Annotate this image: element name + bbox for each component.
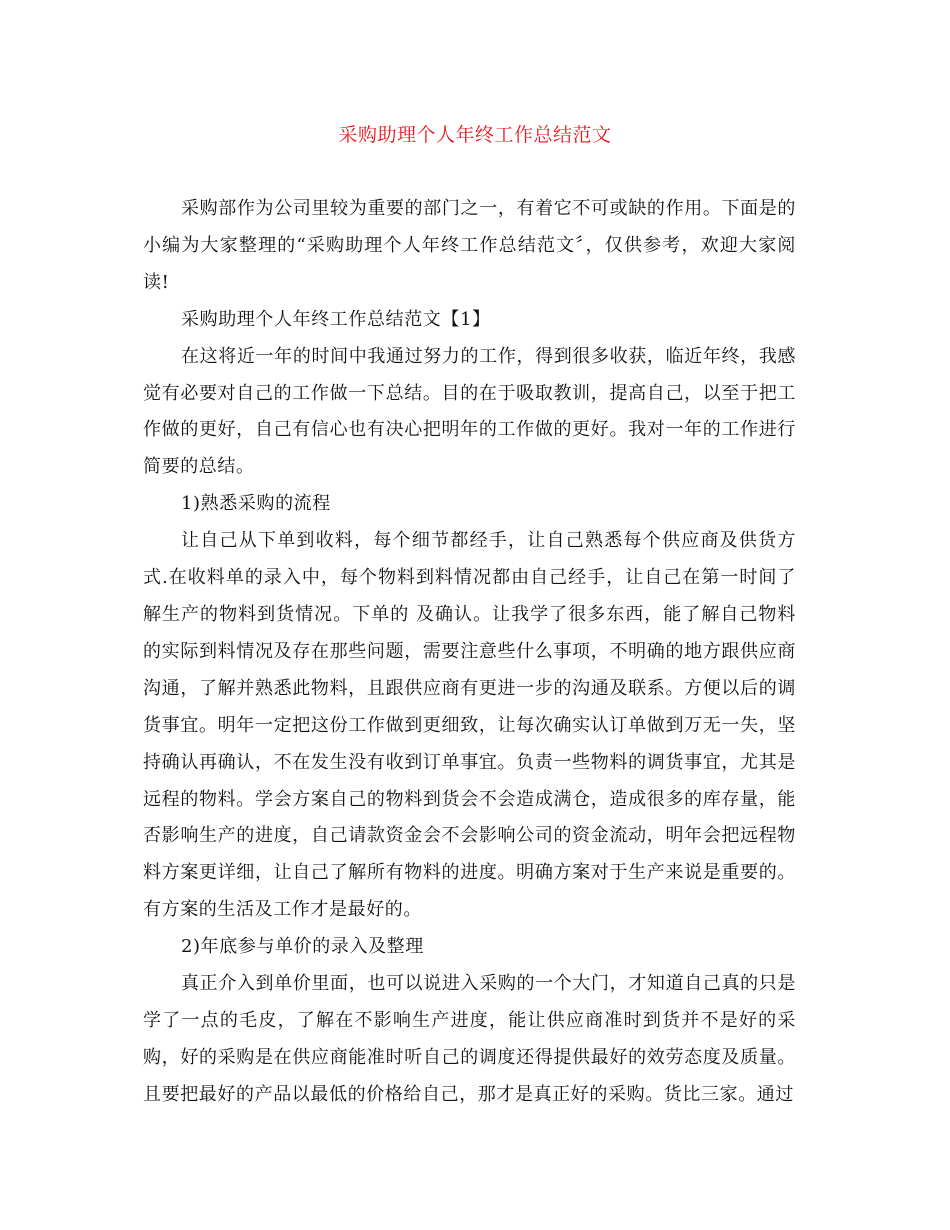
subheading-unit-price: 2)年底参与单价的录入及整理 xyxy=(181,936,424,958)
paragraph-unit-price: 真正介入到单价里面，也可以说进入采购的一个大门，才知道自己真的只是学了一点的毛皮，了解在不影响生产进度，能让供应商准时到货并不是好的采购，好的采购是在供应商能准时听自己的调度还得提供最好的效劳态度及质量。且要把最好的产品以最低的价格给自己，那才是真正好的采购。货比三家。通过 xyxy=(143,973,796,1105)
paragraph-procurement-process: 让自己从下单到收料，每个细节都经手，让自己熟悉每个供应商及供货方式.在收料单的录入中，每个物料到料情况都由自己经手，让自己在第一时间了解生产的物料到货情况。下单的 及确认。让我学了很多东西，能了解自己物料的实际到料情况及存在那些问题，需要注意些什么事项，不明确的地方跟供应商沟通，了解并熟悉此物料，且跟供应商有更进一步的沟通及联系。方便以后的调货事宜。明年一定把这份工作做到更细致，让每次确实认订单做到万无一失，坚持确认再确认，不在发生没有收到订单事宜。负责一些物料的调货事宜，尤其是远程的物料。学会方案自己的物料到货会不会造成满仓，造成很多的库存量，能否影响生产的进度，自己请款资金会不会影响公司的资金流动，明年会把远程物料方案更详细，让自己了解所有物料的进度。明确方案对于生产来说是重要的。有方案的生活及工作才是最好的。 xyxy=(143,530,796,921)
subheading-procurement-process: 1)熟悉采购的流程 xyxy=(181,493,331,515)
paragraph-summary: 在这将近一年的时间中我通过努力的工作，得到很多收获，临近年终，我感觉有必要对自己的工作做一下总结。目的在于吸取教训，提高自己，以至于把工作做的更好，自己有信心也有决心把明年的工作做的更好。我对一年的工作进行简要的总结。 xyxy=(143,345,796,478)
paragraph-intro: 采购部作为公司里较为重要的部门之一，有着它不可或缺的作用。下面是的小编为大家整理的“采购助理个人年终工作总结范文〞，仅供参考，欢迎大家阅读! xyxy=(143,198,796,293)
section-heading-1: 采购助理个人年终工作总结范文【1】 xyxy=(181,308,491,330)
document-body xyxy=(143,191,796,1114)
document-title: 采购助理个人年终工作总结范文 xyxy=(338,124,612,146)
